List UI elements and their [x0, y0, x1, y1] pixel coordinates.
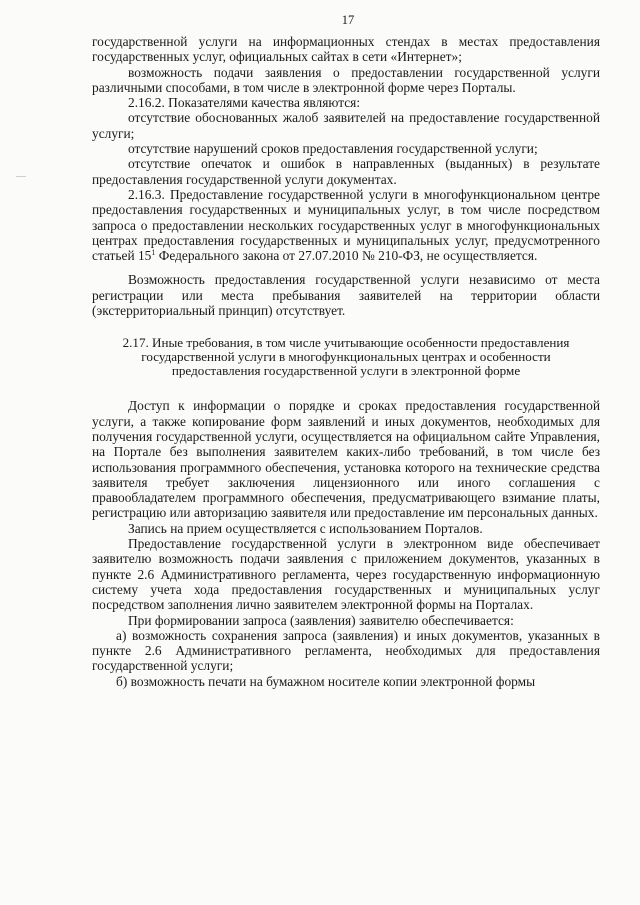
paragraph: отсутствие обоснованных жалоб заявителей на предоставление государственной услуги; — [92, 110, 600, 141]
paragraph-text: Федерального закона от 27.07.2010 № 210-ФЗ, не осуществляется. — [158, 248, 538, 264]
paragraph: Доступ к информации о порядке и сроках предоставления государственной услуги, а также копирование форм заявлений и иных документов, необходимых для получения государственной услуги, осуществляется на официальном сайте Управления, на Портале без выполнения заявителем каких-либо требований, в том числе без использования программного обеспечения, установка которого на технические средства заявителя требует заключения лицензионного или иного соглашения с правообладателем программного обеспечения, предусматривающего взимание платы, регистрацию или авторизацию заявителя или предоставление им персональных данных. — [92, 398, 600, 521]
paragraph: При формировании запроса (заявления) заявителю обеспечивается: — [128, 612, 514, 628]
spacer — [92, 263, 600, 272]
paragraph: Возможность предоставления государственной услуги независимо от места регистрации или места пребывания заявителей на территории области (экстерриториальный принцип) отсутствует. — [92, 272, 600, 319]
paragraph-text: 2.16.3. Предоставление государственной услуги в многофункциональном центре предоставления государственных и муниципальных услуг, в том числе посредством запроса о предоставлении нескольких государственных услуг в многофункциональных центрах предоставления государственных и муниципальных услуг, предусмотренного статьей 15 — [92, 186, 600, 264]
paragraph: а) возможность сохранения запроса (заявления) и иных документов, указанных в пункте 2.6 Административного регламента, необходимых для предоставления государственной услуги; — [92, 627, 600, 674]
paragraph: б) возможность печати на бумажном носителе копии электронной формы — [116, 673, 536, 689]
page-number: 17 — [341, 13, 355, 27]
paragraph: Запись на прием осуществляется с использованием Порталов. — [128, 520, 483, 536]
scan-mark — [16, 176, 26, 177]
paragraph: государственной услуги на информационных стендах в местах предоставления государственных услуг, официальных сайтах в сети «Интернет»; — [92, 34, 600, 65]
paragraph: отсутствие нарушений сроков предоставления государственной услуги; — [128, 141, 538, 157]
superscript: 1 — [151, 248, 156, 258]
paragraph: возможность подачи заявления о предоставлении государственной услуги различными способами, в том числе в электронной форме через Порталы. — [92, 64, 600, 95]
paragraph: 2.16.2. Показателями качества являются: — [128, 95, 361, 111]
paragraph: отсутствие опечаток и ошибок в направленных (выданных) в результате предоставления государственной услуги документах. — [92, 156, 600, 187]
section-heading: 2.17. Иные требования, в том числе учитывающие особенности предоставления государственной услуги в многофункциональных центрах и особенности предоставления государственной услуги в электронной форме — [122, 335, 570, 379]
paragraph — [92, 187, 600, 263]
paragraph: Предоставление государственной услуги в электронном виде обеспечивает заявителю возможность подачи заявления с приложением документов, указанных в пункте 2.6 Административного регламента, через государственную информационную систему учета хода предоставления государственных и муниципальных услуг посредством заполнения лично заявителем электронной формы на Порталах. — [92, 536, 600, 613]
document-body — [92, 34, 600, 689]
